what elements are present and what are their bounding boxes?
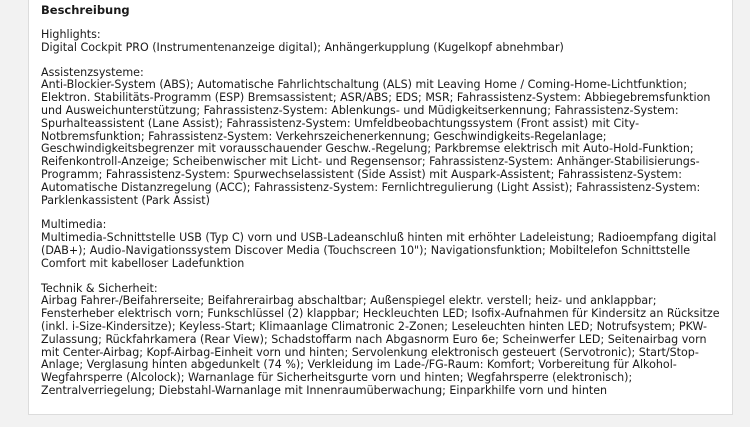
technology-safety-section: [41, 283, 732, 398]
highlights-title: Highlights:: [41, 28, 101, 41]
highlights-section: [41, 29, 732, 55]
multimedia-title: Multimedia:: [41, 218, 107, 232]
description-heading: Beschreibung: [41, 3, 130, 17]
multimedia-section: [41, 219, 732, 270]
assistance-systems-text: Anti-Blockier-System (ABS); Automatische Fahrlichtschaltung (ALS) mit Leaving Home / Coming-Home-Lichtfunktion; Elektron. Stabilitäts-Programm (ESP) Bremsassistent; ASR/ABS; EDS; MSR; Fahrassistenz-System: Abbiegebremsfunktion und Ausweichunterstützung; Fahrassistenz-System: Ablenkungs- und Müdigkeitserkennung; Fahrassistenz-System: Spurhalteassistent (Lane Assist); Fahrassistenz-System: Umfeldbeobachtungssystem (Front assist) mit City- Notbremsfunktion; Fahrassistenz-System: Verkehrszeichenerkennung; Geschwindigkeits-Regelanlage; Geschwindigkeitsbegrenzer mit vorausschauender Geschw.-Regelung; Parkbremse elektrisch mit Auto-Hold-Funktion; Reifenkontroll-Anzeige; Scheibenwischer mit Licht- und Regensensor; Fahrassistenz-System: Anhänger-Stabilisierungs- Programm; Fahrassistenz-System: Spurwechselassistent (Side Assist) mit Auspark-Assistent; Fahrassistenz-System: Automatische Distanzregelung (ACC); Fahrassistenz-System: Fernlichtregulierung (Light Assist); Fahrassistenz-System: Parklenkassistent (Park Assist): [41, 78, 711, 207]
assistance-systems-title: Assistenzsysteme:: [41, 65, 144, 79]
technology-safety-title: Technik & Sicherheit:: [41, 281, 158, 295]
multimedia-text: Multimedia-Schnittstelle USB (Typ C) vorn und USB-Ladeanschluß hinten mit erhöhter Ladeleistung; Radioempfang digital (DAB+); Audio-Navigationssystem Discover Media (Touchscreen 10"); Navigationsfunktion; Mobiltelefon Schnittstelle Comfort mit kabelloser Ladefunktion: [41, 231, 717, 270]
technology-safety-text: Airbag Fahrer-/Beifahrerseite; Beifahrerairbag abschaltbar; Außenspiegel elektr. verstell; heiz- und anklappbar; Fensterheber elektrisch vorn; Funkschlüssel (2) klappbar; Heckleuchten LED; Isofix-Aufnahmen für Kindersitz an Rücksitze (inkl. i-Size-Kindersitze); Keyless-Start; Klimaanlage Climatronic 2-Zonen; Leseleuchten hinten LED; Notrufsystem; PKW- Zulassung; Rückfahrkamera (Rear View); Schadstoffarm nach Abgasnorm Euro 6e; Scheinwerfer LED; Seitenairbag vorn mit Center-Airbag; Kopf-Airbag-Einheit vorn und hinten; Servolenkung elektronisch gesteuert (Servotronic); Start/Stop- Anlage; Verglasung hinten abgedunkelt (74 %); Verkleidung im Lade-/FG-Raum: Komfort; Vorbereitung für Alkohol- Wegfahrsperre (Alcolock); Warnanlage für Sicherheitsgurte vorn und hinten; Wegfahrsperre (elektronisch); Zentralverriegelung; Diebstahl-Warnanlage mit Innenraumüberwachung; Einparkhilfe vorn und hinten: [41, 294, 720, 397]
description-card: [28, 0, 733, 415]
highlights-text: Digital Cockpit PRO (Instrumentenanzeige digital); Anhängerkupplung (Kugelkopf abnehmbar): [41, 40, 564, 54]
assistance-systems-section: [41, 67, 732, 208]
